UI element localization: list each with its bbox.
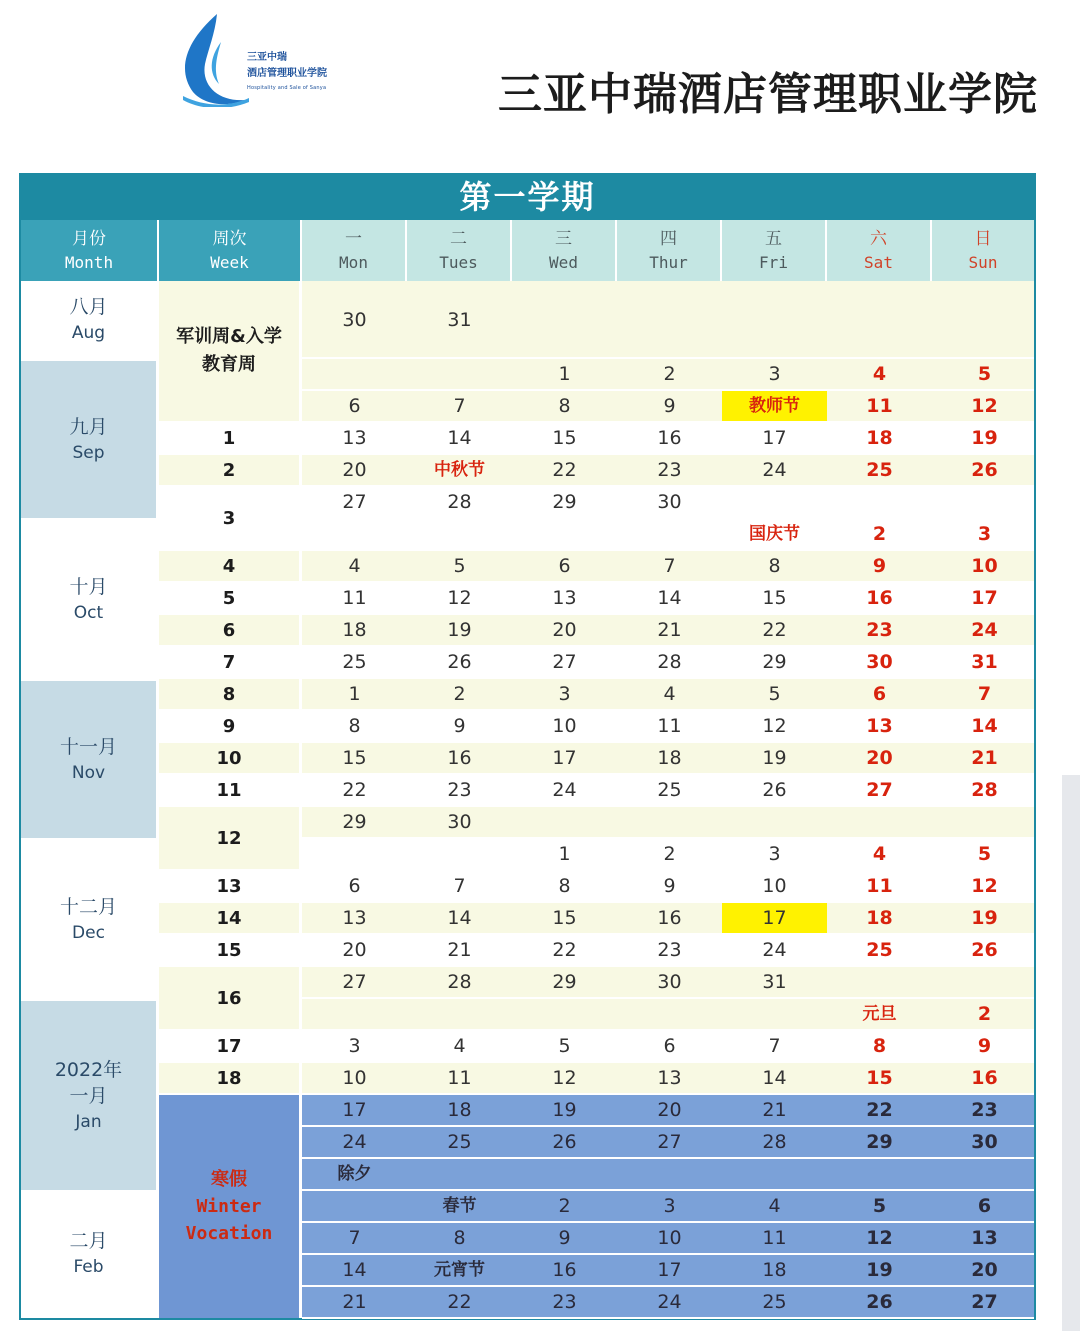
day-cell: 23 xyxy=(447,779,472,801)
header-day-zh: 日 xyxy=(974,229,992,249)
day-cell: 5 xyxy=(453,555,466,577)
week-cell-7: 7 xyxy=(159,647,302,679)
vacation-label-en: Winter xyxy=(196,1196,262,1217)
day-cell: 9 xyxy=(663,875,676,897)
day-cell: 20 xyxy=(342,459,367,481)
header-day-zh: 五 xyxy=(765,229,782,249)
day-cell: 7 xyxy=(663,555,676,577)
week-cell-5: 5 xyxy=(159,583,302,615)
day-cell: 12 xyxy=(866,1227,893,1249)
calendar-row xyxy=(302,1191,1034,1223)
header-day-thu xyxy=(617,220,722,281)
day-cell: 16 xyxy=(447,747,472,769)
day-cell: 29 xyxy=(342,811,367,833)
calendar-row xyxy=(302,1223,1034,1255)
month-en: Aug xyxy=(71,322,106,343)
month-cell-sep xyxy=(21,361,159,521)
month-en: Oct xyxy=(73,602,104,623)
day-cell: 7 xyxy=(453,395,466,417)
month-en: Jan xyxy=(75,1111,102,1132)
day-cell: 22 xyxy=(552,459,577,481)
week-cell-16: 16 xyxy=(159,967,302,1031)
week-cell-3: 3 xyxy=(159,487,302,551)
day-cell: 20 xyxy=(971,1259,998,1281)
day-cell: 19 xyxy=(971,907,998,929)
day-cell: 8 xyxy=(558,395,571,417)
calendar-row xyxy=(302,281,1034,359)
day-cell: 22 xyxy=(447,1291,472,1313)
header-day-sat xyxy=(827,220,932,281)
day-cell: 16 xyxy=(657,907,682,929)
header-month xyxy=(21,220,159,281)
day-cell: 17 xyxy=(657,1259,682,1281)
month-en: Dec xyxy=(72,922,105,943)
day-cell: 17 xyxy=(342,1099,367,1121)
day-cell: 12 xyxy=(971,875,998,897)
day-cell: 8 xyxy=(453,1227,466,1249)
wave-logo-icon xyxy=(175,12,250,107)
day-cell: 28 xyxy=(447,491,472,513)
header-day-en: Sun xyxy=(968,253,998,272)
day-cell: 6 xyxy=(348,395,361,417)
month-zh: 二月 xyxy=(69,1230,108,1252)
calendar-row xyxy=(302,711,1034,743)
month-zh: 十月 xyxy=(69,575,108,598)
day-cell: 7 xyxy=(348,1227,361,1249)
header-week-en: Week xyxy=(210,253,249,272)
day-cell: 24 xyxy=(657,1291,682,1313)
day-cell: 20 xyxy=(342,939,367,961)
day-cell: 15 xyxy=(552,427,577,449)
header-day-wed xyxy=(512,220,617,281)
day-cell: 18 xyxy=(762,1259,787,1281)
week-cell-9: 9 xyxy=(159,711,302,743)
holiday-cell: 元宵节 xyxy=(434,1260,485,1280)
day-cell: 4 xyxy=(453,1035,466,1057)
week-cell-10: 10 xyxy=(159,743,302,775)
day-cell: 1 xyxy=(558,843,571,865)
day-cell: 6 xyxy=(977,1195,992,1217)
day-cell: 4 xyxy=(348,555,361,577)
day-cell: 10 xyxy=(971,555,998,577)
day-cell: 5 xyxy=(768,683,781,705)
day-cell: 15 xyxy=(762,587,787,609)
day-cell: 20 xyxy=(657,1099,682,1121)
month-cell-oct xyxy=(21,521,159,681)
day-cell: 10 xyxy=(762,875,787,897)
day-cell: 14 xyxy=(447,427,472,449)
day-cell: 16 xyxy=(657,427,682,449)
calendar-row xyxy=(302,391,1034,423)
month-cell-aug xyxy=(21,281,159,361)
day-cell: 30 xyxy=(447,811,472,833)
school-name: 三亚中瑞酒店管理职业学院 xyxy=(498,69,1038,120)
day-cell: 3 xyxy=(558,683,571,705)
day-cell: 7 xyxy=(977,683,992,705)
calendar-row xyxy=(302,551,1034,583)
day-cell: 5 xyxy=(977,363,992,385)
day-cell: 24 xyxy=(971,619,998,641)
day-cell: 11 xyxy=(447,1067,472,1089)
calendar-row xyxy=(302,839,1034,871)
day-cell: 13 xyxy=(657,1067,682,1089)
header-week xyxy=(159,220,302,281)
day-cell: 30 xyxy=(657,491,682,513)
day-cell: 26 xyxy=(552,1131,577,1153)
day-cell: 16 xyxy=(866,587,893,609)
day-cell: 25 xyxy=(866,939,893,961)
day-cell: 27 xyxy=(971,1291,998,1313)
day-cell: 20 xyxy=(552,619,577,641)
day-cell: 8 xyxy=(348,715,361,737)
calendar-row xyxy=(302,1127,1034,1159)
day-cell: 21 xyxy=(447,939,472,961)
month-zh: 十二月 xyxy=(59,895,117,918)
day-cell: 21 xyxy=(971,747,998,769)
header-month-zh: 月份 xyxy=(72,229,106,249)
header-day-mon xyxy=(302,220,407,281)
day-cell: 18 xyxy=(447,1099,472,1121)
calendar-row xyxy=(302,487,1034,519)
day-cell: 5 xyxy=(872,1195,887,1217)
day-cell: 2 xyxy=(872,523,887,545)
day-cell: 26 xyxy=(971,939,998,961)
day-cell: 17 xyxy=(762,427,787,449)
day-cell: 22 xyxy=(866,1099,893,1121)
day-cell: 22 xyxy=(342,779,367,801)
header-day-zh: 三 xyxy=(555,229,572,249)
day-cell: 11 xyxy=(657,715,682,737)
day-cell: 24 xyxy=(342,1131,367,1153)
day-cell: 23 xyxy=(866,619,893,641)
header-day-en: Sat xyxy=(864,253,893,272)
day-cell: 17 xyxy=(552,747,577,769)
day-cell: 19 xyxy=(971,427,998,449)
holiday-cell: 元旦 xyxy=(862,1004,897,1024)
day-cell: 25 xyxy=(447,1131,472,1153)
day-cell: 12 xyxy=(762,715,787,737)
day-cell: 7 xyxy=(453,875,466,897)
day-cell: 9 xyxy=(663,395,676,417)
week-cell-12: 12 xyxy=(159,807,302,871)
calendar-row xyxy=(302,903,1034,935)
week-cell-18: 18 xyxy=(159,1063,302,1095)
week-label-line: 教育周 xyxy=(201,354,256,375)
week-label-line: 军训周&入学 xyxy=(176,326,282,347)
day-cell: 2 xyxy=(663,363,676,385)
day-cell: 10 xyxy=(552,715,577,737)
day-cell: 18 xyxy=(866,427,893,449)
semester-title: 第一学期 xyxy=(21,175,1034,220)
day-cell: 31 xyxy=(447,309,472,331)
day-cell: 6 xyxy=(558,555,571,577)
day-cell: 2 xyxy=(558,1195,571,1217)
day-cell: 12 xyxy=(552,1067,577,1089)
calendar-row xyxy=(302,359,1034,391)
week-cell-8: 8 xyxy=(159,679,302,711)
day-cell: 26 xyxy=(447,651,472,673)
day-cell: 15 xyxy=(342,747,367,769)
day-cell: 29 xyxy=(552,491,577,513)
day-cell: 28 xyxy=(447,971,472,993)
month-year: 2022年 xyxy=(54,1058,123,1081)
header-day-tue xyxy=(407,220,512,281)
calendar-row xyxy=(302,775,1034,807)
calendar-row xyxy=(302,935,1034,967)
day-cell: 3 xyxy=(348,1035,361,1057)
page-edge-shade xyxy=(1062,775,1080,1331)
month-cell-dec xyxy=(21,841,159,1001)
day-cell: 4 xyxy=(872,363,887,385)
day-cell: 15 xyxy=(866,1067,893,1089)
day-cell: 15 xyxy=(552,907,577,929)
day-cell: 13 xyxy=(342,427,367,449)
logo-text-line3: Hospitality and Sale of Sanya xyxy=(247,85,327,91)
month-cell-jan xyxy=(21,1001,159,1193)
day-cell: 20 xyxy=(866,747,893,769)
day-cell: 21 xyxy=(342,1291,367,1313)
day-cell: 27 xyxy=(342,491,367,513)
day-cell: 2 xyxy=(663,843,676,865)
day-cell: 23 xyxy=(971,1099,998,1121)
day-cell: 4 xyxy=(663,683,676,705)
holiday-cell: 除夕 xyxy=(337,1164,372,1184)
header-day-zh: 四 xyxy=(660,229,677,249)
day-cell: 18 xyxy=(342,619,367,641)
day-cell: 8 xyxy=(768,555,781,577)
day-cell: 27 xyxy=(866,779,893,801)
day-cell: 3 xyxy=(768,843,781,865)
month-en: Feb xyxy=(73,1257,104,1277)
month-cell-feb xyxy=(21,1193,159,1318)
day-cell: 9 xyxy=(558,1227,571,1249)
header-day-en: Mon xyxy=(339,253,368,272)
header-day-en: Tues xyxy=(439,253,478,272)
day-cell: 25 xyxy=(866,459,893,481)
month-en: Sep xyxy=(72,442,105,463)
calendar-row xyxy=(302,1159,1034,1191)
day-cell: 21 xyxy=(657,619,682,641)
header-day-zh: 六 xyxy=(870,229,887,249)
calendar-row xyxy=(302,519,1034,551)
month-zh: 八月 xyxy=(69,295,108,318)
day-cell: 17 xyxy=(971,587,998,609)
week-cell-4: 4 xyxy=(159,551,302,583)
day-cell: 25 xyxy=(342,651,367,673)
day-cell: 23 xyxy=(657,459,682,481)
day-cell: 12 xyxy=(971,395,998,417)
week-cell-13: 13 xyxy=(159,871,302,903)
day-cell: 16 xyxy=(971,1067,998,1089)
day-cell: 14 xyxy=(447,907,472,929)
day-cell: 8 xyxy=(558,875,571,897)
day-cell: 29 xyxy=(552,971,577,993)
day-cell: 19 xyxy=(552,1099,577,1121)
calendar-row xyxy=(302,967,1034,999)
day-cell: 22 xyxy=(762,619,787,641)
week-cell-14: 14 xyxy=(159,903,302,935)
calendar-row xyxy=(302,743,1034,775)
month-zh: 九月 xyxy=(69,415,108,438)
day-cell: 24 xyxy=(762,939,787,961)
day-cell: 6 xyxy=(872,683,887,705)
calendar-row xyxy=(302,1031,1034,1063)
calendar-row xyxy=(302,807,1034,839)
day-cell: 4 xyxy=(768,1195,781,1217)
holiday-cell: 教师节 xyxy=(722,391,827,421)
semester-calendar xyxy=(19,173,1036,1320)
day-cell: 6 xyxy=(348,875,361,897)
calendar-row xyxy=(302,679,1034,711)
month-zh: 十一月 xyxy=(59,735,117,758)
day-cell: 19 xyxy=(866,1259,893,1281)
day-cell: 12 xyxy=(447,587,472,609)
header-day-en: Fri xyxy=(759,253,788,272)
day-cell: 7 xyxy=(768,1035,781,1057)
day-cell: 27 xyxy=(657,1131,682,1153)
header-day-fri xyxy=(722,220,827,281)
day-cell: 26 xyxy=(866,1291,893,1313)
day-cell: 11 xyxy=(762,1227,787,1249)
month-zh: 一月 xyxy=(69,1084,108,1107)
day-cell: 26 xyxy=(971,459,998,481)
week-cell-6: 6 xyxy=(159,615,302,647)
day-cell: 13 xyxy=(342,907,367,929)
school-logo xyxy=(175,12,375,107)
day-cell: 30 xyxy=(971,1131,998,1153)
day-cell: 23 xyxy=(552,1291,577,1313)
day-cell: 30 xyxy=(342,309,367,331)
day-cell: 3 xyxy=(977,523,992,545)
header-month-en: Month xyxy=(64,253,114,272)
logo-text-line1: 三亚中瑞 xyxy=(247,52,287,63)
day-cell: 9 xyxy=(977,1035,992,1057)
day-cell: 11 xyxy=(866,395,893,417)
day-cell: 18 xyxy=(657,747,682,769)
header-day-zh: 一 xyxy=(345,229,362,249)
day-cell: 29 xyxy=(762,651,787,673)
day-cell: 22 xyxy=(552,939,577,961)
header-day-en: Wed xyxy=(549,253,578,272)
day-cell: 28 xyxy=(762,1131,787,1153)
day-cell: 31 xyxy=(762,971,787,993)
day-cell: 23 xyxy=(657,939,682,961)
calendar-row xyxy=(302,999,1034,1031)
day-cell: 5 xyxy=(977,843,992,865)
week-cell-winter-vacation xyxy=(159,1095,302,1318)
holiday-cell: 中秋节 xyxy=(434,460,485,480)
day-cell: 5 xyxy=(558,1035,571,1057)
week-cell-11: 11 xyxy=(159,775,302,807)
week-cell-1: 1 xyxy=(159,423,302,455)
week-cell-15: 15 xyxy=(159,935,302,967)
day-cell: 30 xyxy=(657,971,682,993)
calendar-row xyxy=(302,1255,1034,1287)
day-cell: 10 xyxy=(342,1067,367,1089)
day-cell: 11 xyxy=(342,587,367,609)
day-cell: 24 xyxy=(762,459,787,481)
calendar-row xyxy=(302,647,1034,679)
day-cell: 27 xyxy=(552,651,577,673)
header-week-zh: 周次 xyxy=(212,229,247,249)
calendar-row xyxy=(302,1063,1034,1095)
header-day-zh: 二 xyxy=(450,229,467,249)
week-cell-17: 17 xyxy=(159,1031,302,1063)
day-cell: 9 xyxy=(872,555,887,577)
header-day-sun xyxy=(932,220,1034,281)
calendar-row xyxy=(302,1287,1034,1319)
day-cell: 8 xyxy=(872,1035,887,1057)
holiday-cell: 春节 xyxy=(442,1196,477,1216)
day-cell: 24 xyxy=(552,779,577,801)
day-cell: 16 xyxy=(552,1259,577,1281)
day-cell: 13 xyxy=(866,715,893,737)
day-cell: 2 xyxy=(453,683,466,705)
day-cell: 31 xyxy=(971,651,998,673)
holiday-cell: 国庆节 xyxy=(749,524,800,544)
calendar-row xyxy=(302,615,1034,647)
day-cell: 3 xyxy=(768,363,781,385)
day-cell: 4 xyxy=(872,843,887,865)
month-en: Nov xyxy=(71,762,106,783)
day-cell: 26 xyxy=(762,779,787,801)
day-cell: 30 xyxy=(866,651,893,673)
day-cell: 10 xyxy=(657,1227,682,1249)
day-cell: 14 xyxy=(342,1259,367,1281)
vacation-label-en: Vocation xyxy=(185,1223,273,1244)
day-cell: 3 xyxy=(663,1195,676,1217)
day-cell: 6 xyxy=(663,1035,676,1057)
month-cell-nov xyxy=(21,681,159,841)
header-day-en: Thur xyxy=(649,253,688,272)
day-cell: 9 xyxy=(453,715,466,737)
calendar-row xyxy=(302,455,1034,487)
calendar-row xyxy=(302,871,1034,903)
day-cell: 19 xyxy=(447,619,472,641)
calendar-row xyxy=(302,583,1034,615)
week-cell-military xyxy=(159,281,302,423)
day-cell: 19 xyxy=(762,747,787,769)
logo-text-line2: 酒店管理职业学院 xyxy=(247,68,327,79)
day-cell: 1 xyxy=(558,363,571,385)
day-cell: 29 xyxy=(866,1131,893,1153)
week-cell-2: 2 xyxy=(159,455,302,487)
day-cell: 27 xyxy=(342,971,367,993)
day-cell: 13 xyxy=(971,1227,998,1249)
day-cell: 14 xyxy=(657,587,682,609)
day-cell: 14 xyxy=(762,1067,787,1089)
vacation-label-zh: 寒假 xyxy=(210,1169,247,1190)
calendar-row xyxy=(302,423,1034,455)
day-cell: 11 xyxy=(866,875,893,897)
day-cell: 2 xyxy=(977,1003,992,1025)
day-cell: 28 xyxy=(971,779,998,801)
day-cell: 18 xyxy=(866,907,893,929)
day-cell: 21 xyxy=(762,1099,787,1121)
calendar-row xyxy=(302,1095,1034,1127)
day-cell: 28 xyxy=(657,651,682,673)
day-cell: 1 xyxy=(348,683,361,705)
day-cell: 25 xyxy=(762,1291,787,1313)
day-cell: 13 xyxy=(552,587,577,609)
day-cell: 14 xyxy=(971,715,998,737)
day-cell: 17 xyxy=(722,903,827,933)
day-cell: 25 xyxy=(657,779,682,801)
